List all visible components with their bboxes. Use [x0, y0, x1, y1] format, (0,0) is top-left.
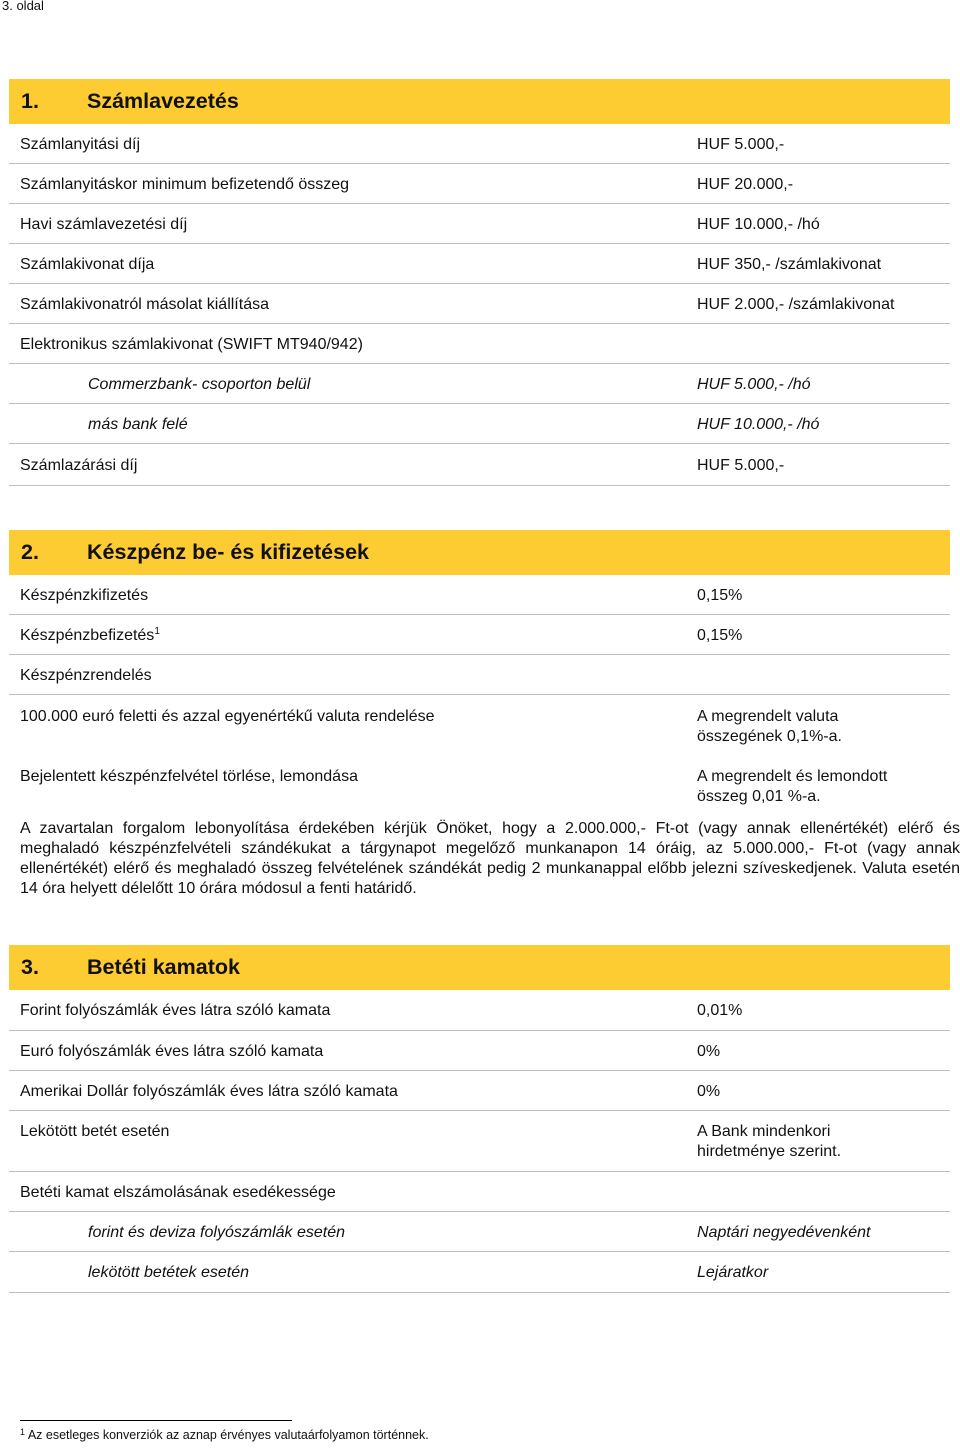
- row-label: Számlazárási díj: [20, 457, 138, 474]
- rate-row: [9, 1172, 950, 1212]
- section-1-header: [9, 79, 950, 124]
- row-value: Lejáratkor: [697, 1264, 769, 1281]
- fee-row: [9, 164, 950, 204]
- row-value: HUF 10.000,- /hó: [697, 416, 820, 433]
- row-label: Elektronikus számlakivonat (SWIFT MT940/942): [20, 336, 363, 353]
- footnote-ref: 1: [154, 626, 160, 637]
- fee-row: [9, 755, 950, 811]
- section-2-header: [9, 530, 950, 575]
- row-label: [20, 626, 160, 646]
- footnote-separator: [20, 1420, 292, 1421]
- footnote-text: Az esetleges konverziók az aznap érvényes valutaárfolyamon történnek.: [27, 1428, 429, 1442]
- section-3-header: [9, 945, 950, 990]
- fee-row: [9, 444, 950, 486]
- footnote-marker: 1: [20, 1427, 26, 1437]
- row-label: forint és deviza folyószámlák esetén: [88, 1224, 346, 1241]
- rate-row: [9, 1071, 950, 1111]
- row-label: Betéti kamat elszámolásának esedékessége: [20, 1184, 336, 1201]
- rate-row: [9, 1111, 950, 1172]
- row-value: 0,15%: [697, 587, 743, 604]
- row-value: HUF 5.000,-: [697, 457, 785, 474]
- row-value: HUF 5.000,- /hó: [697, 376, 811, 393]
- fee-row: [9, 324, 950, 364]
- section-number: 3.: [21, 955, 39, 979]
- fee-subrow: [9, 404, 950, 444]
- page-number: 3. oldal: [2, 0, 44, 13]
- row-label: Forint folyószámlák éves látra szóló kamata: [20, 1002, 331, 1019]
- row-label: Havi számlavezetési díj: [20, 216, 188, 233]
- row-value: [697, 707, 842, 747]
- fee-row: [9, 124, 950, 164]
- fee-row: [9, 655, 950, 695]
- fee-subrow: [9, 364, 950, 404]
- fee-row: [9, 204, 950, 244]
- fee-row: [9, 284, 950, 324]
- row-value: [697, 767, 887, 807]
- fee-row: [9, 615, 950, 655]
- section-title: Betéti kamatok: [87, 955, 240, 979]
- fee-row: [9, 244, 950, 284]
- row-value-line: összegének 0,1%-a.: [697, 728, 842, 745]
- row-label: Amerikai Dollár folyószámlák éves látra szóló kamata: [20, 1083, 398, 1100]
- row-value: [697, 1122, 841, 1162]
- section-number: 2.: [21, 540, 39, 564]
- row-value: HUF 2.000,- /számlakivonat: [697, 296, 895, 313]
- row-value-line: A megrendelt valuta: [697, 708, 839, 725]
- row-label: Számlakivonatról másolat kiállítása: [20, 296, 269, 313]
- row-label: Számlanyitáskor minimum befizetendő összeg: [20, 176, 350, 193]
- row-label: Készpénzrendelés: [20, 667, 152, 684]
- cash-notice-paragraph: A zavartalan forgalom lebonyolítása érdekében kérjük Önöket, hogy a 2.000.000,- Ft-ot (vagy annak ellenértékét) elérő és meghaladó készpénzfelvételi szándékukat a tárgynapot megelőző munkanapon 14 óráig, az 5.000.000,- Ft-ot (vagy annak ellenértékét) elérő és meghaladó összeg felvételének szándékát pedig 2 munkanappal előbb jelezni szíveskedjenek. Valuta esetén 14 óra helyett délelőtt 10 órára módosul a fenti határidő.: [20, 820, 960, 897]
- row-value: Naptári negyedévenként: [697, 1224, 871, 1241]
- rate-subrow: [9, 1252, 950, 1293]
- row-value: HUF 20.000,-: [697, 176, 794, 193]
- row-value: 0%: [697, 1043, 721, 1060]
- row-label-text: Készpénzbefizetés: [20, 627, 155, 644]
- row-label: Készpénzkifizetés: [20, 587, 149, 604]
- row-label: Lekötött betét esetén: [20, 1123, 170, 1140]
- row-value: HUF 10.000,- /hó: [697, 216, 820, 233]
- row-label: Euró folyószámlák éves látra szóló kamata: [20, 1043, 324, 1060]
- fee-row: [9, 695, 950, 751]
- section-title: Készpénz be- és kifizetések: [87, 540, 370, 564]
- footnote: [20, 1428, 429, 1442]
- row-label: lekötött betétek esetén: [88, 1264, 249, 1281]
- row-label: Számlanyitási díj: [20, 136, 141, 153]
- row-value: HUF 5.000,-: [697, 136, 785, 153]
- row-label: Bejelentett készpénzfelvétel törlése, lemondása: [20, 768, 358, 785]
- row-label: Commerzbank- csoporton belül: [88, 376, 311, 393]
- row-value: 0,01%: [697, 1002, 743, 1019]
- row-value-line: A megrendelt és lemondott: [697, 768, 888, 785]
- row-value: 0,15%: [697, 627, 743, 644]
- rate-row: [9, 1031, 950, 1071]
- row-label: más bank felé: [88, 416, 188, 433]
- rate-subrow: [9, 1212, 950, 1252]
- row-value-line: összeg 0,01 %-a.: [697, 788, 821, 805]
- row-label: Számlakivonat díja: [20, 256, 155, 273]
- row-label: 100.000 euró feletti és azzal egyenértékű valuta rendelése: [20, 708, 435, 725]
- section-title: Számlavezetés: [87, 89, 239, 113]
- section-number: 1.: [21, 89, 39, 113]
- row-value-line: A Bank mindenkori: [697, 1123, 831, 1140]
- row-value: 0%: [697, 1083, 721, 1100]
- row-value-line: hirdetménye szerint.: [697, 1143, 842, 1160]
- rate-row: [9, 990, 950, 1031]
- row-value: HUF 350,- /számlakivonat: [697, 256, 882, 273]
- fee-row: [9, 575, 950, 615]
